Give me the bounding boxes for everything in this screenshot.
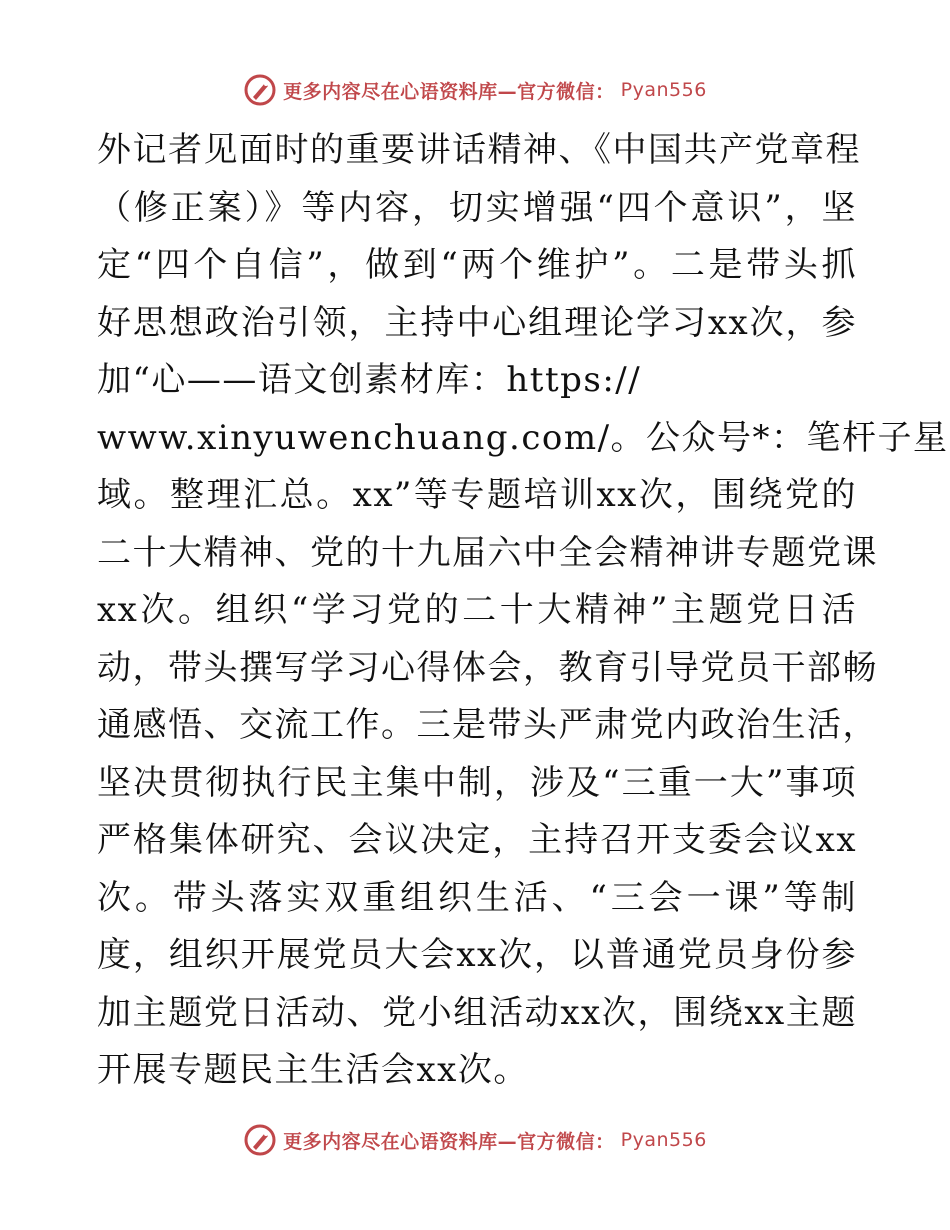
paragraph-line: 二十大精神、党的十九届六中全会精神讲专题党课 (97, 532, 878, 573)
header-watermark (0, 70, 950, 110)
document-paragraph (97, 122, 949, 1100)
paragraph-line: www.xinyuwenchuang.com/。公众号*：笔杆子星 (97, 417, 949, 458)
paragraph-line: 开展专题民主生活会xx次。 (97, 1050, 529, 1090)
paragraph-line: 好思想政治引领，主持中心组理论学习xx次，参 (97, 302, 857, 343)
watermark-account: Pyan556 (620, 79, 707, 101)
paragraph-line: 加主题党日活动、党小组活动xx次，围绕xx主题 (97, 992, 857, 1033)
paragraph-line: 通感悟、交流工作。三是带头严肃党内政治生活， (97, 705, 878, 745)
paragraph-line: 次。带头落实双重组织生活、“三会一课”等制 (97, 877, 857, 918)
paragraph-line: 域。整理汇总。xx”等专题培训xx次，围绕党的 (97, 475, 857, 515)
paragraph-line: xx次。组织“学习党的二十大精神”主题党日活 (97, 590, 857, 630)
paragraph-line: 严格集体研究、会议决定，主持召开支委会议xx (97, 820, 857, 860)
pen-nib-logo-icon (243, 1123, 277, 1157)
paragraph-line: 加“心——语文创素材库：https:// (97, 360, 642, 400)
footer-watermark (0, 1120, 950, 1160)
paragraph-line: 坚决贯彻执行民主集中制，涉及“三重一大”事项 (97, 762, 857, 803)
watermark-text: 更多内容尽在心语资料库—官方微信： (283, 1130, 615, 1153)
watermark-account: Pyan556 (620, 1129, 707, 1151)
paragraph-line: 动，带头撰写学习心得体会，教育引导党员干部畅 (97, 647, 878, 688)
paragraph-line: 外记者见面时的重要讲话精神、《中国共产党章程 (97, 130, 861, 170)
paragraph-line: 定“四个自信”，做到“两个维护”。二是带头抓 (97, 245, 857, 285)
paragraph-line: （修正案）》等内容，切实增强“四个意识”，坚 (97, 187, 857, 228)
pen-nib-logo-icon (243, 73, 277, 107)
watermark-text: 更多内容尽在心语资料库—官方微信： (283, 80, 615, 103)
paragraph-line: 度，组织开展党员大会xx次，以普通党员身份参 (97, 935, 857, 975)
